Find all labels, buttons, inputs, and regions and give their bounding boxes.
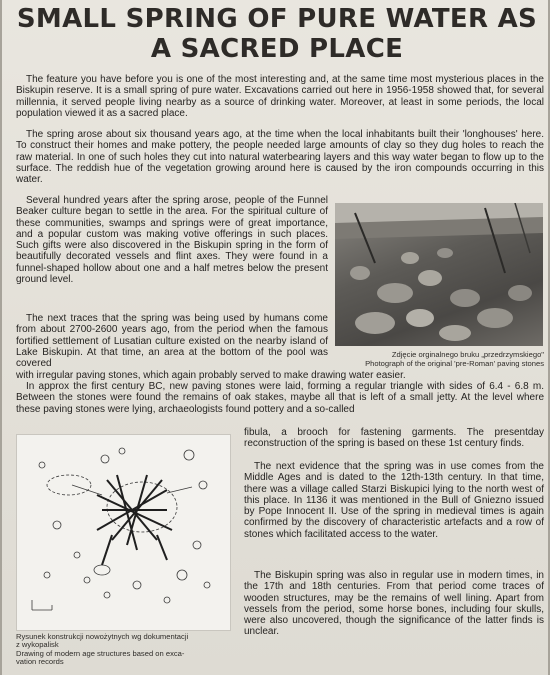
title-line-1: SMALL SPRING OF PURE WATER AS (16, 4, 538, 34)
paragraph-lusatian: The next traces that the spring was being used by humans come from about 2700-2600 years ago, from the period when the famous fortified settlement of Lusatian culture existed on the nearby island of Lake Biskupin. At that time, an area at the bottom of the pool was covered (16, 313, 328, 370)
paragraph-first-century: In approx the first century BC, new paving stones were laid, forming a regular triangle with sides of 6.4 - 6.8 m. Between the stones were found the remains of oak stakes, maybe all that is left of a small jetty. At the level where these paving stones were lying, archaeologists found pottery and a so-called (16, 381, 544, 415)
paragraph-intro: The feature you have before you is one of the most interesting and, at the same time most mysterious places in the Biskupin reserve. It is a small spring of pure water. Excavations carried out here in 1956-1958 showed that, for several millennia, it served people living nearby as a source of drinking water. Moreover, at least in some periods, the local population viewed it as a sacred place. (16, 74, 544, 119)
photo-caption-english: Photograph of the original 'pre-Roman' paving stones (365, 359, 544, 368)
paragraph-lusatian-end: with irregular paving stones, which again probably served to make drawing water easier. (16, 370, 406, 381)
excavation-drawing (16, 434, 231, 631)
paragraph-spring-origin: The spring arose about six thousand years ago, at the time when the local inhabitants built their 'longhouses' here. To construct their homes and make pottery, the people needed large amounts of clay so they dug holes to reach the raw material. In one of such holes they cut into natural waterbearing layers and this way water began to flow up to the surface. The reddish hue of the vegetation growing around here is caused by the iron compounds occurring in this water. (16, 129, 544, 186)
paving-stones-photo (335, 203, 543, 346)
drawing-caption-english-2: vation records (16, 657, 64, 667)
paragraph-modern-times: The Biskupin spring was also in regular use in modern times, in the 17th and 18th centuries. From that period come traces of wooden structures, may be the remains of well lining. Apart from vessels from the period, some horse bones, including four skulls, were also uncovered, though the significance of the latter finds is unclear. (244, 570, 544, 638)
photo-caption-polish: Zdjęcie orginalnego bruku „przedrzymskiego" (391, 350, 544, 359)
title-line-2: A SACRED PLACE (150, 34, 404, 64)
paragraph-funnel-beaker: Several hundred years after the spring arose, people of the Funnel Beaker culture began to settle in the area. For the spiritual culture of these communities, swamps and springs were of great importance, and a popular custom was making votive offerings in such places. Such gifts were also discovered in the Biskupin spring in the form of beautifully decorated vessels and flint axes. They were found in a funnel-shaped hollow about one and a half metres below the present ground level. (16, 195, 328, 286)
paragraph-first-century-end: fibula, a brooch for fastening garments. The presentday reconstruction of the spring is based on these 1st century finds. (244, 427, 544, 450)
drawing-caption-polish-2: z wykopalisk (16, 640, 59, 650)
excavation-drawing-image (17, 435, 230, 630)
paragraph-middle-ages: The next evidence that the spring was in use comes from the Middle Ages and is dated to the 12th-13th century. In that time, there was a village called Starzi Biskupici lying to the north west of this place. In 1136 it was mentioned in the Bull of Gniezno issued by Pope Innocent II. Use of the spring in medieval times is again confirmed by the discovery of characteristic artefacts and a row of stones which facilitated access to the water. (244, 461, 544, 540)
drawing-caption-english-1: Drawing of modern age structures based on exca- (16, 648, 185, 658)
paving-stones-photo-image (335, 203, 543, 346)
photo-caption (302, 350, 544, 368)
drawing-caption-polish-1: Rysunek konstrukcji nowożytnych wg dokumentacji (16, 632, 189, 641)
drawing-caption (16, 633, 236, 667)
board-title (2, 4, 550, 64)
